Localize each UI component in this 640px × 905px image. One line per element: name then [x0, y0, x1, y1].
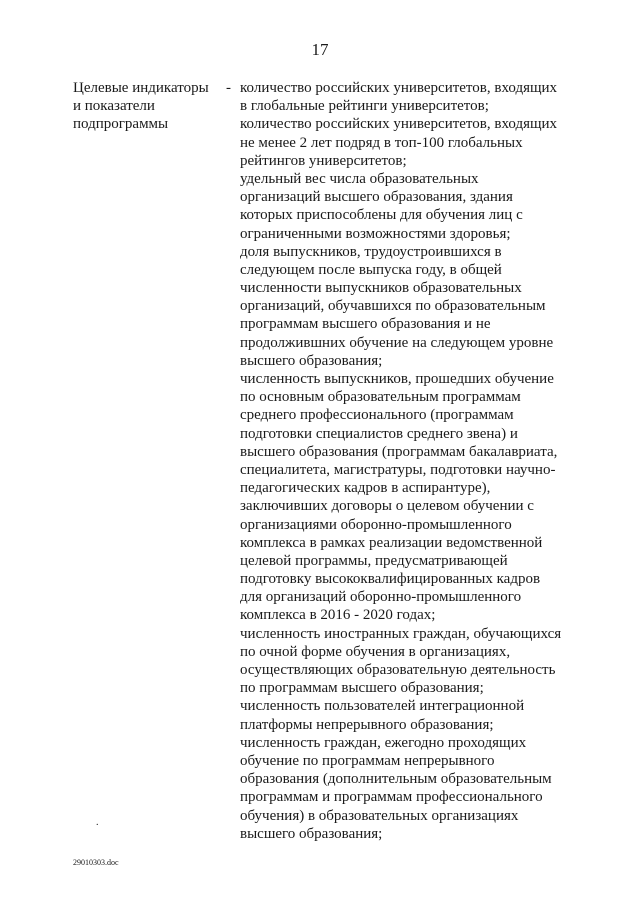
indicator-text-line: специалитета, магистратуры, подготовки научно-: [240, 461, 556, 478]
indicator-text-line: обучения) в образовательных организациях: [240, 807, 519, 824]
indicator-text-line: обучение по программам непрерывного: [240, 752, 495, 769]
separator-dash: -: [226, 80, 231, 96]
indicator-text-line: численность пользователей интеграционной: [240, 698, 525, 715]
footer-dot: .: [96, 817, 99, 828]
indicator-text-line: комплекса в 2016 - 2020 годах;: [240, 607, 436, 624]
indicator-text-line: платформы непрерывного образования;: [240, 716, 494, 733]
page-number: 17: [311, 40, 329, 59]
indicator-text-line: по программам высшего образования;: [240, 680, 484, 697]
indicator-text-line: педагогических кадров в аспирантуре),: [240, 480, 491, 497]
row-label-line: подпрограммы: [73, 116, 169, 133]
indicator-text-line: среднего профессионального (программам: [240, 407, 514, 424]
indicator-text-line: организациями оборонно-промышленного: [240, 516, 512, 533]
indicator-text-line: программам высшего образования и не: [240, 316, 491, 333]
indicator-text-line: комплекса в рамках реализации ведомственной: [240, 534, 543, 551]
indicator-text-line: продолжившних обучение на следующем уровне: [240, 334, 554, 351]
indicator-text-line: удельный вес числа образовательных: [240, 170, 479, 187]
indicator-text-line: высшего образования;: [240, 352, 383, 369]
indicator-text-line: численность граждан, ежегодно проходящих: [240, 734, 527, 751]
row-label: [73, 79, 223, 134]
indicator-text-line: доля выпускников, трудоустроившихся в: [240, 243, 502, 260]
indicator-text-line: рейтингов университетов;: [240, 152, 407, 169]
indicator-text-line: подготовку высококвалифицированных кадров: [240, 571, 541, 588]
indicator-text-line: высшего образования (программам бакалавриата,: [240, 443, 558, 460]
indicator-text-line: количество российских университетов, входящих: [240, 116, 558, 133]
indicator-text-line: подготовки специалистов среднего звена) и: [240, 425, 518, 442]
indicator-text-line: не менее 2 лет подряд в топ-100 глобальных: [240, 134, 523, 151]
indicator-text-line: по очной форме обучения в организациях,: [240, 643, 511, 660]
indicator-text-line: численность иностранных граждан, обучающихся: [240, 625, 562, 642]
indicator-text-line: количество российских университетов, входящих: [240, 80, 558, 96]
indicators-list: [240, 79, 580, 843]
indicator-text-line: которых приспособлены для обучения лиц с: [240, 207, 523, 224]
indicator-text-line: в глобальные рейтинги университетов;: [240, 98, 489, 115]
indicator-text-line: по основным образовательным программам: [240, 389, 521, 406]
indicator-text-line: следующем после выпуска году, в общей: [240, 261, 502, 278]
footer-filename: 29010303.doc: [73, 858, 119, 867]
indicator-text-line: численности выпускников образовательных: [240, 280, 522, 297]
indicator-text-line: для организаций оборонно-промышленного: [240, 589, 522, 606]
indicator-text-line: осуществляющих образовательную деятельность: [240, 662, 556, 678]
indicator-text-line: целевой программы, предусматривающей: [240, 552, 508, 569]
indicator-text-line: ограниченными возможностями здоровья;: [240, 225, 511, 242]
row-label-line: Целевые индикаторы: [73, 80, 209, 96]
indicator-text-line: численность выпускников, прошедших обучение: [240, 371, 554, 387]
indicator-text-line: заключивших договоры о целевом обучении с: [240, 498, 534, 515]
row-label-line: и показатели: [73, 98, 155, 115]
indicator-text-line: образования (дополнительным образовательным: [240, 771, 552, 788]
indicator-text-line: организаций, обучавшихся по образовательным: [240, 298, 546, 315]
indicator-text-line: высшего образования;: [240, 825, 383, 842]
indicator-text-line: организаций высшего образования, здания: [240, 189, 513, 206]
indicator-text-line: программам и программам профессионального: [240, 789, 543, 806]
